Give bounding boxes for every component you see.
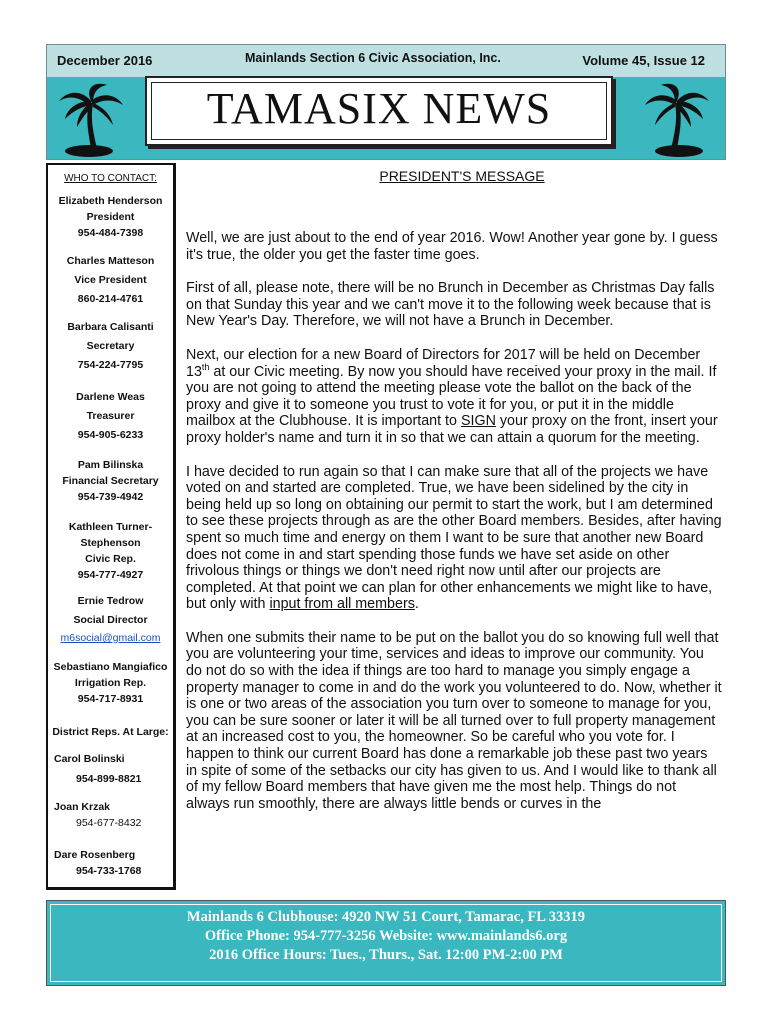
contact-email-link[interactable]: m6social@gmail.com [60,632,161,644]
presidents-message [186,230,722,829]
contact-phone: 954-739-4942 [77,491,144,503]
issue-date: December 2016 [57,53,153,68]
paragraph-text: . [414,596,419,613]
palm-tree-icon [55,81,125,159]
contact-entry [48,193,173,241]
contact-sidebar [46,163,176,890]
volume-issue: Volume 45, Issue 12 [582,53,705,68]
contact-entry [48,659,173,707]
contact-name: Kathleen Turner- [68,521,153,533]
contact-entry [48,389,173,443]
sidebar-heading: WHO TO CONTACT: [64,173,157,184]
organization-name: Mainlands Section 6 Civic Association, Inc. [245,51,501,65]
contact-phone: 954-899-8821 [76,773,142,785]
paragraph-text: I have decided to run again so that I can make sure that all of the projects we have voted on and started are completed. True, we have been sidelined by the city in being held up so long on obtaining our permit to start the work, but I am determined to see these projects through as are the other Board members. Besides, after having spent so much time and energy on them I want to be sure that another new Board does not come in and start spending those funds we have set aside on other frivolous things or things we don't need right now until after our projects are completed. At that point we can plan for other enhancements we might like to have, but only with [186,463,722,613]
contact-name: Pam Bilinska [77,459,144,471]
contact-role: Civic Rep. [85,553,136,565]
contact-role: Vice President [74,274,147,286]
footer-banner [46,900,726,986]
contact-entry [48,593,173,646]
masthead [46,44,726,160]
contact-entry [48,847,173,879]
contact-phone: 860-214-4761 [77,293,144,305]
contact-role: Social Director [73,614,148,626]
contact-name: Charles Matteson [66,255,155,267]
contact-phone: 954-733-1768 [76,865,142,877]
newsletter-title: TAMASIX NEWS [206,84,552,133]
contact-role: President [86,211,135,223]
main-column [186,164,722,812]
contact-name: Dare Rosenberg [54,849,136,861]
contact-entry [48,751,173,787]
palm-tree-icon [643,81,713,159]
contact-entry [48,519,173,583]
newsletter-title-box [145,76,613,146]
district-reps-heading: District Reps. At Large: [52,726,169,738]
paragraph-text: Next, our election for a new Board of Directors for 2017 will be held on December 13 [186,346,701,380]
paragraph-text: at our Civic meeting. By now you should have received your proxy in the mail. If you are not going to attend the meeting please vote the ballot on the back of the proxy and give it to someone you trust to vote it for you, or put it in the middle mailbox at the Clubhouse. It is important to [186,363,717,430]
contact-name: Sebastiano Mangiafico [53,661,168,673]
contact-name: Barbara Calisanti [67,321,154,333]
article-paragraph: When one submits their name to be put on the ballot you do so knowing full well that you are volunteering your time, services and ideas to improve our community. You do not do so with the idea if things are too hard to manage you simply engage a property manager to come in and do the work you volunteered to do. Now, whether it is one or two areas of the association you turn over to someone to manage for you, you can be sure sooner or later it will be all turned over to full property management at an increased cost to you, the homeowner. So be careful who you vote for. I happen to think our current Board has done a remarkable job these past two years in spite of some of the setbacks our city has given to us. And I would like to thank all of my fellow Board members that have given me the most help. Things do not always run smoothly, there are always little bends or curves in the [186,629,722,812]
office-hours: 2016 Office Hours: Tues., Thurs., Sat. 12:00 PM-2:00 PM [209,947,563,963]
contact-phone: 954-484-7398 [77,227,144,239]
office-contact: Office Phone: 954-777-3256 Website: www.mainlands6.org [204,928,568,944]
contact-phone: 954-677-8432 [76,817,142,829]
contact-entry [48,799,173,831]
article-paragraph: Well, we are just about to the end of year 2016. Wow! Another year gone by. I guess it's true, the older you get the faster time goes. [186,230,718,263]
contact-name: Stephenson [80,537,141,549]
contact-entry [48,457,173,505]
contact-phone: 954-777-4927 [77,569,144,581]
article-paragraph [186,347,722,447]
contact-name: Darlene Weas [76,391,145,403]
contact-name: Joan Krzak [54,801,111,813]
paragraph-text: your proxy on the front, insert your proxy holder's name and turn it in so that we can attain a quorum for the meeting. [186,413,718,446]
contact-entry [48,319,173,373]
contact-role: Financial Secretary [62,475,159,487]
ordinal-suffix: th [201,361,210,372]
article-heading: PRESIDENT'S MESSAGE [379,168,545,184]
contact-name: Elizabeth Henderson [58,195,163,207]
contact-entry [48,724,173,740]
emphasis-sign: SIGN [460,413,496,430]
contact-phone: 754-224-7795 [77,359,144,371]
contact-phone: 954-717-8931 [77,693,144,705]
contact-role: Treasurer [86,410,135,422]
article-paragraph: First of all, please note, there will be no Brunch in December as Christmas Day falls on that Sunday this year and we can't move it to the following week because that is New Year's Day. Therefore, we will not have a Brunch in December. [186,280,715,330]
article-paragraph [186,464,722,613]
emphasis-input: input from all members [269,596,415,613]
contact-role: Secretary [86,340,135,352]
contact-role: Irrigation Rep. [74,677,147,689]
contact-entry [48,253,173,307]
contact-phone: 954-905-6233 [77,429,144,441]
clubhouse-address: Mainlands 6 Clubhouse: 4920 NW 51 Court, Tamarac, FL 33319 [186,909,586,925]
contact-name: Carol Bolinski [54,753,125,765]
contact-name: Ernie Tedrow [77,595,144,607]
